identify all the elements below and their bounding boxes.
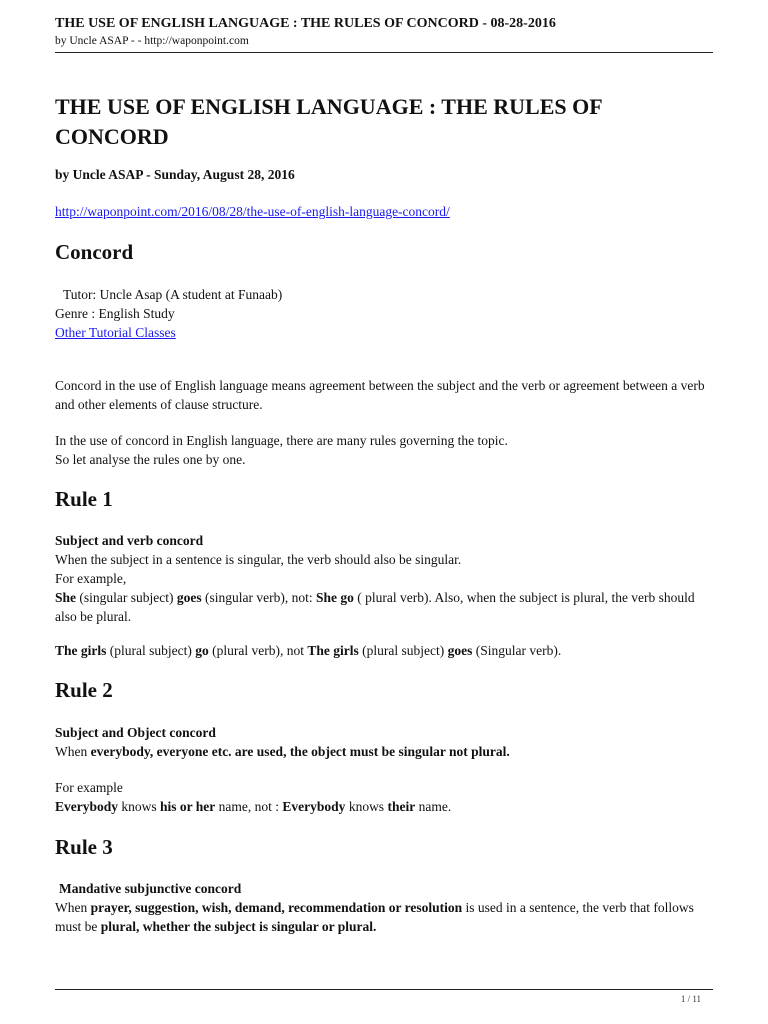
ex-text: (singular verb), not:	[201, 590, 316, 605]
rule-2-when: When	[55, 744, 91, 759]
other-tutorial-classes-link[interactable]: Other Tutorial Classes	[55, 325, 176, 340]
running-header-subtitle: by Uncle ASAP - - http://waponpoint.com	[55, 35, 249, 47]
ex-she: She	[55, 590, 77, 605]
ex-text: ( plural verb). Also, when the subject is plural, the verb should also be plural.	[55, 590, 695, 624]
rule-2-subheading: Subject and Object concord	[55, 725, 216, 740]
ex-text: knows	[118, 799, 161, 814]
intro-line-a: In the use of concord in English language, there are many rules governing the topic.	[55, 433, 508, 448]
ex-girls: The girls	[55, 643, 107, 658]
rule-2-body	[55, 723, 713, 761]
rule-2-example-line	[55, 797, 713, 816]
rule-1-example-2	[55, 641, 713, 660]
rule-2-line-1	[55, 742, 713, 761]
rule-1-subheading: Subject and verb concord	[55, 533, 204, 548]
document-page	[55, 0, 713, 1024]
ex-text: (plural verb), not	[208, 643, 308, 658]
rule-3-text: is used in a sentence, the verb that follows must be	[55, 900, 694, 934]
ex-text: (Singular verb).	[472, 643, 562, 658]
running-header-title: THE USE OF ENGLISH LANGUAGE : THE RULES OF CONCORD - 08-28-2016	[55, 16, 556, 31]
ex-their: their	[387, 799, 416, 814]
footer-divider	[55, 989, 713, 990]
ex-text: name.	[415, 799, 452, 814]
ex-goes: goes	[176, 590, 202, 605]
rule-3-when: When	[55, 900, 91, 915]
rule-3-bold-end: plural, whether the subject is singular or plural.	[100, 919, 377, 934]
ex-goes: goes	[447, 643, 473, 658]
ex-go: go	[195, 643, 209, 658]
ex-text: (singular subject)	[76, 590, 177, 605]
section-heading-rule-2: Rule 2	[55, 678, 113, 702]
ex-everybody: Everybody	[55, 799, 119, 814]
ex-text: (plural subject)	[358, 643, 448, 658]
intro-line-b: So let analyse the rules one by one.	[55, 452, 246, 467]
tutor-info	[55, 285, 713, 342]
rule-2-bold: everybody, everyone etc. are used, the object must be singular not plural.	[90, 744, 510, 759]
ex-his-or-her: his or her	[160, 799, 216, 814]
rule-1-line-1: When the subject in a sentence is singular, the verb should also be singular.	[55, 552, 462, 567]
ex-everybody: Everybody	[282, 799, 346, 814]
ex-text: (plural subject)	[106, 643, 196, 658]
rule-2-for-example: For example	[55, 780, 123, 795]
section-heading-concord: Concord	[55, 240, 134, 264]
ex-she-go: She go	[315, 590, 354, 605]
genre-line: Genre : English Study	[55, 306, 175, 321]
rule-1-line-2: For example,	[55, 571, 127, 586]
rule-3-subheading: Mandative subjunctive concord	[59, 881, 242, 896]
intro-paragraph-2	[55, 431, 713, 469]
tutor-line: Tutor: Uncle Asap (A student at Funaab)	[63, 287, 283, 302]
ex-text: name, not :	[215, 799, 283, 814]
article-byline: by Uncle ASAP - Sunday, August 28, 2016	[55, 167, 295, 182]
rule-3-bold-list: prayer, suggestion, wish, demand, recommendation or resolution	[90, 900, 463, 915]
article-url-link[interactable]: http://waponpoint.com/2016/08/28/the-use-of-english-language-concord/	[55, 204, 450, 219]
header-divider	[55, 52, 713, 53]
rule-3-body	[55, 879, 713, 936]
article-title: THE USE OF ENGLISH LANGUAGE : THE RULES OF CONCORD	[55, 94, 602, 149]
page-number: 1 / 11	[680, 994, 701, 1004]
rule-1-body	[55, 531, 713, 626]
section-heading-rule-3: Rule 3	[55, 835, 113, 859]
intro-paragraph-1: Concord in the use of English language means agreement between the subject and the verb or agreement between a verb and other elements of clause structure.	[55, 378, 705, 412]
section-heading-rule-1: Rule 1	[55, 487, 113, 511]
rule-3-paragraph	[55, 898, 713, 936]
ex-girls: The girls	[307, 643, 359, 658]
rule-2-example	[55, 778, 713, 816]
rule-1-example-1	[55, 588, 713, 626]
ex-text: knows	[345, 799, 388, 814]
